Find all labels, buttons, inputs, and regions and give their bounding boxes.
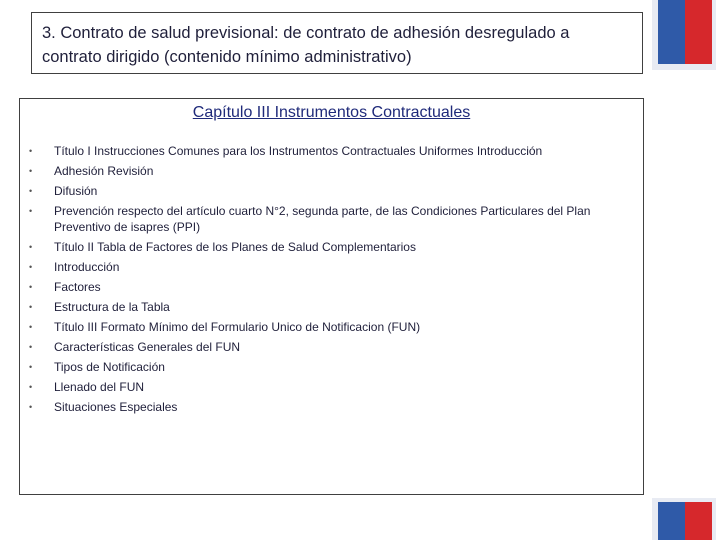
flag-red-stripe: [685, 502, 712, 540]
list-item-text: Situaciones Especiales: [54, 399, 178, 414]
bullet-icon: •: [29, 186, 33, 196]
list-item-text: Difusión: [54, 184, 98, 198]
list-item: [20, 320, 643, 336]
bullet-icon: •: [29, 261, 33, 272]
content-box: [19, 98, 644, 495]
bullet-icon: •: [29, 301, 33, 312]
bullet-icon: •: [29, 381, 33, 392]
list-item: [20, 144, 643, 160]
list-item-text: Factores: [54, 279, 101, 294]
bullet-icon: •: [29, 166, 33, 176]
slide-title: 3. Contrato de salud previsional: de contrato de adhesión desregulado a contrato dirigido (contenido mínimo administrativo): [42, 24, 570, 66]
bullet-icon: •: [29, 321, 33, 332]
list-item: [20, 340, 643, 356]
flag-blue-stripe: [658, 502, 685, 540]
bullet-icon: •: [29, 341, 33, 352]
list-item-text: Título III Formato Mínimo del Formulario Unico de Notificacion (FUN): [54, 319, 421, 334]
list-item-text: Introducción: [54, 259, 120, 274]
bullet-icon: •: [29, 401, 33, 412]
list-item: [20, 240, 643, 256]
bullet-icon: •: [29, 146, 33, 156]
list-item: [20, 400, 643, 416]
list-item-text: Título II Tabla de Factores de los Planes de Salud Complementarios: [54, 239, 416, 254]
list-item-text: Prevención respecto del artículo cuarto N°2, segunda parte, de las Condiciones Particulares del Plan Preventivo de isapres (PPI): [54, 204, 591, 234]
list-item: [20, 164, 643, 180]
list-item-text: Adhesión Revisión: [54, 164, 154, 178]
slide-title-box: [31, 12, 643, 74]
bullet-icon: •: [29, 281, 33, 292]
list-item-text: Llenado del FUN: [54, 379, 145, 394]
list-item: [20, 280, 643, 296]
bullet-icon: •: [29, 241, 33, 252]
bullet-icon: •: [29, 361, 33, 372]
list-item-text: Tipos de Notificación: [54, 359, 165, 374]
list-item: [20, 380, 643, 396]
list-item-text: Título I Instrucciones Comunes para los Instrumentos Contractuales Uniformes Introducción: [54, 144, 543, 158]
list-item-text: Características Generales del FUN: [54, 339, 241, 354]
list-item: [20, 184, 643, 200]
flag-blue-stripe: [658, 0, 685, 64]
list-item: [20, 260, 643, 276]
bullet-icon: •: [29, 206, 33, 216]
flag-red-stripe: [685, 0, 712, 64]
bullet-list: [20, 144, 643, 420]
list-item: [20, 300, 643, 316]
list-item: [20, 204, 643, 235]
list-item: [20, 360, 643, 376]
flag-decoration-top: [658, 0, 712, 64]
flag-decoration-bottom: [658, 502, 712, 540]
list-item-text: Estructura de la Tabla: [54, 299, 170, 314]
chapter-heading: Capítulo III Instrumentos Contractuales: [192, 104, 471, 121]
